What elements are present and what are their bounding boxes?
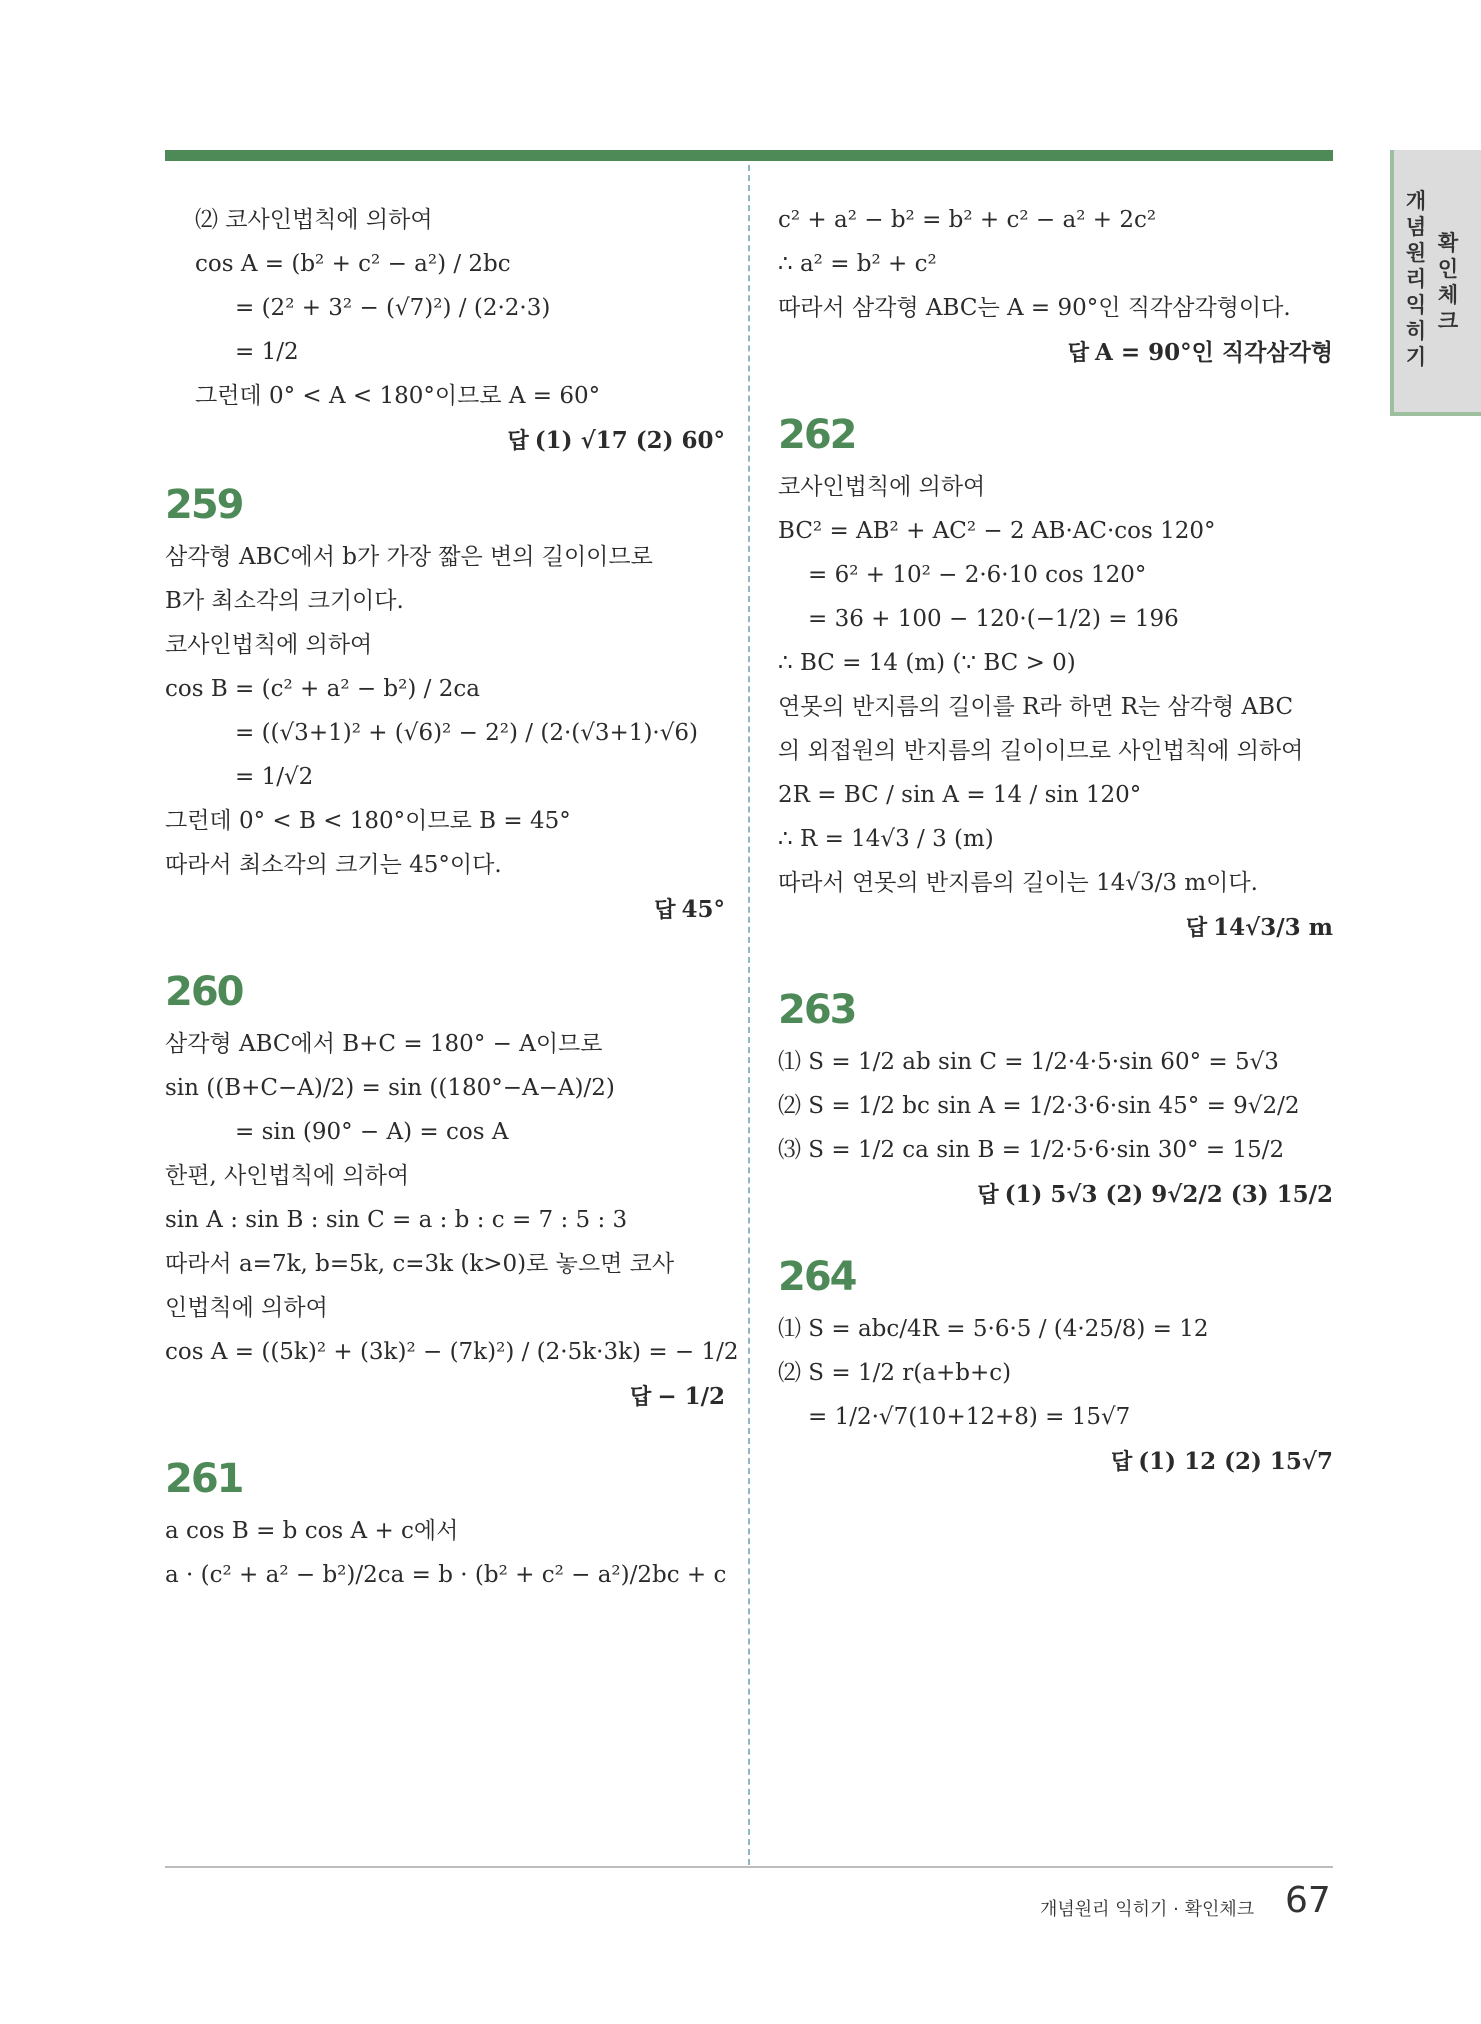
formula-line: = ((√3+1)² + (√6)² − 2²) / (2·(√3+1)·√6): [235, 720, 698, 746]
formula-line: ⑴ S = abc/4R = 5·6·5 / (4·25/8) = 12: [778, 1316, 1209, 1342]
text-line: 연못의 반지름의 길이를 R라 하면 R는 삼각형 ABC: [778, 694, 1294, 720]
column-divider: [748, 165, 750, 1865]
text-line: 코사인법칙에 의하여: [778, 474, 986, 500]
formula-line: cos A = (b² + c² − a²) / 2bc: [195, 251, 511, 277]
text-line: 그런데 0° < B < 180°이므로 B = 45°: [165, 808, 571, 834]
answer-264: 답 (1) 12 (2) 15√7: [1111, 1448, 1333, 1475]
formula-line: ∴ BC = 14 (m) (∵ BC > 0): [778, 650, 1076, 676]
text-line: B가 최소각의 크기이다.: [165, 588, 404, 614]
text-line: 따라서 연못의 반지름의 길이는 14√3/3 m이다.: [778, 870, 1258, 896]
footer-text: 개념원리 익히기 · 확인체크: [1040, 1899, 1255, 1920]
problem-number: 263: [778, 987, 856, 1033]
formula-line: ⑶ S = 1/2 ca sin B = 1/2·5·6·sin 30° = 15/2: [778, 1137, 1285, 1163]
formula-line: ∴ a² = b² + c²: [778, 251, 937, 277]
formula-line: = 1/√2: [235, 764, 314, 790]
formula-line: cos B = (c² + a² − b²) / 2ca: [165, 676, 480, 702]
answer-262: 답 14√3/3 m: [1185, 914, 1333, 941]
problem-number: 260: [165, 969, 243, 1015]
text-line: 삼각형 ABC에서 b가 가장 짧은 변의 길이이므로: [165, 544, 653, 570]
page-number: 67: [1285, 1880, 1331, 1921]
text-line: 따라서 최소각의 크기는 45°이다.: [165, 852, 502, 878]
formula-line: = (2² + 3² − (√7)²) / (2·2·3): [235, 295, 551, 321]
side-tab-col1: 개 념 원 리 익 히 기: [1405, 189, 1427, 369]
side-section-tab: [1390, 150, 1481, 416]
side-tab-col2: 확 인 체 크: [1437, 231, 1459, 333]
text-line: 따라서 삼각형 ABC는 A = 90°인 직각삼각형이다.: [778, 295, 1291, 321]
formula-line: sin A : sin B : sin C = a : b : c = 7 : 5 : 3: [165, 1207, 628, 1233]
text-line: 인법칙에 의하여: [165, 1295, 328, 1321]
formula-line: 2R = BC / sin A = 14 / sin 120°: [778, 782, 1142, 808]
text-line: 한편, 사인법칙에 의하여: [165, 1163, 410, 1189]
problem-number: 264: [778, 1254, 856, 1300]
formula-line: ⑴ S = 1/2 ab sin C = 1/2·4·5·sin 60° = 5√3: [778, 1049, 1279, 1075]
formula-line: = sin (90° − A) = cos A: [235, 1119, 509, 1145]
text-line: 의 외접원의 반지름의 길이이므로 사인법칙에 의하여: [778, 738, 1304, 764]
problem-number: 261: [165, 1456, 243, 1502]
top-green-bar: [165, 150, 1333, 161]
formula-line: BC² = AB² + AC² − 2 AB·AC·cos 120°: [778, 518, 1216, 544]
text-line: 코사인법칙에 의하여: [165, 632, 373, 658]
answer-263: 답 (1) 5√3 (2) 9√2/2 (3) 15/2: [977, 1181, 1333, 1208]
bottom-rule: [165, 1866, 1333, 1868]
text-line: 삼각형 ABC에서 B+C = 180° − A이므로: [165, 1031, 603, 1057]
formula-line: = 1/2: [235, 339, 299, 365]
left-column: [165, 198, 739, 1597]
text-line: 따라서 a=7k, b=5k, c=3k (k>0)로 놓으면 코사: [165, 1251, 675, 1277]
formula-line: c² + a² − b² = b² + c² − a² + 2c²: [778, 207, 1157, 233]
answer-259: 답 45°: [654, 896, 725, 923]
text-line: a cos B = b cos A + c에서: [165, 1518, 459, 1544]
answer-258: 답 (1) √17 (2) 60°: [507, 427, 725, 454]
formula-line: sin ((B+C−A)/2) = sin ((180°−A−A)/2): [165, 1075, 615, 1101]
formula-line: = 36 + 100 − 120·(−1/2) = 196: [808, 606, 1179, 632]
formula-line: ∴ R = 14√3 / 3 (m): [778, 826, 994, 852]
formula-line: = 6² + 10² − 2·6·10 cos 120°: [808, 562, 1147, 588]
answer-261: 답 A = 90°인 직각삼각형: [1067, 339, 1333, 366]
formula-line: = 1/2·√7(10+12+8) = 15√7: [808, 1404, 1131, 1430]
formula-line: ⑵ S = 1/2 r(a+b+c): [778, 1360, 1012, 1386]
problem-number: 262: [778, 412, 856, 458]
right-column: [778, 198, 1333, 1486]
answer-260: 답 − 1/2: [630, 1383, 725, 1410]
formula-line: ⑵ S = 1/2 bc sin A = 1/2·3·6·sin 45° = 9√2/2: [778, 1093, 1300, 1119]
text-line: ⑵ 코사인법칙에 의하여: [195, 207, 433, 233]
formula-line: a · (c² + a² − b²)/2ca = b · (b² + c² − a²)/2bc + c: [165, 1562, 727, 1588]
text-line: 그런데 0° < A < 180°이므로 A = 60°: [195, 383, 601, 409]
formula-line: cos A = ((5k)² + (3k)² − (7k)²) / (2·5k·3k) = − 1/2: [165, 1339, 739, 1365]
problem-number: 259: [165, 482, 243, 528]
